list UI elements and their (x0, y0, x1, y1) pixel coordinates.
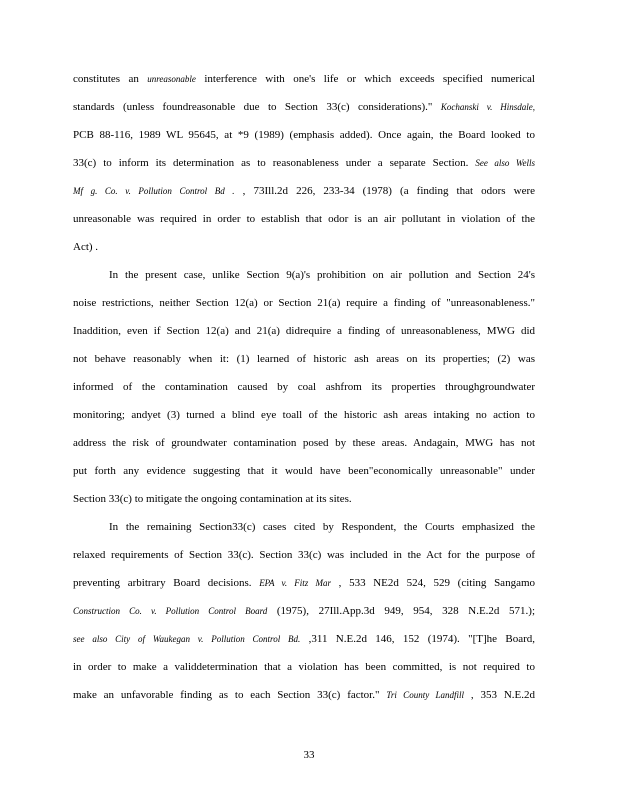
text-line: Section 33(c) to mitigate the ongoing contamination at its sites. (73, 493, 352, 505)
text-line: In the remaining Section33(c) cases cited by Respondent, the Courts emphasized the (109, 521, 535, 533)
text-line: standards (unless foundreasonable due to Section 33(c) considerations)." Kochanski v. Hinsdale, (73, 101, 535, 113)
text-line: put forth any evidence suggesting that it would have been"economically unreasonable" under (73, 465, 535, 477)
text-line: noise restrictions, neither Section 12(a) or Section 21(a) require a finding of "unreasonableness." (73, 297, 535, 309)
text-line: Inaddition, even if Section 12(a) and 21(a) didrequire a finding of unreasonableness, MWG did (73, 325, 535, 337)
text-line: not behave reasonably when it: (1) learned of historic ash areas on its properties; (2) was (73, 353, 535, 365)
text-line: 33(c) to inform its determination as to reasonableness under a separate Section. See also Wells (73, 157, 535, 169)
text-line: make an unfavorable finding as to each Section 33(c) factor." Tri County Landfill , 353 N.E.2d (73, 689, 535, 701)
text-line: informed of the contamination caused by coal ashfrom its properties throughgroundwater (73, 381, 535, 393)
text-line: unreasonable was required in order to establish that odor is an air pollutant in violation of the (73, 213, 535, 225)
text-line: preventing arbitrary Board decisions. EPA v. Fitz Mar , 533 NE2d 524, 529 (citing Sangamo (73, 577, 536, 589)
text-line: Construction Co. v. Pollution Control Board (1975), 27Ill.App.3d 949, 954, 328 N.E.2d 571.); (73, 605, 536, 617)
page-number: 33 (303, 749, 315, 761)
text-line: PCB 88-116, 1989 WL 95645, at *9 (1989) (emphasis added). Once again, the Board looked to (73, 129, 535, 141)
text-line: Mf g. Co. v. Pollution Control Bd . , 73Ill.2d 226, 233-34 (1978) (a finding that odors were (73, 185, 535, 197)
text-line: In the present case, unlike Section 9(a)'s prohibition on air pollution and Section 24's (109, 269, 535, 281)
text-line: address the risk of groundwater contamination posed by these areas. Andagain, MWG has not (73, 437, 535, 449)
text-line: monitoring; andyet (3) turned a blind eye toall of the historic ash areas intaking no action to (73, 409, 535, 421)
text-line: Act) . (73, 241, 99, 253)
text-line: constitutes an unreasonable interference with one's life or which exceeds specified numerical (73, 73, 535, 85)
text-line: in order to make a validdetermination that a violation has been committed, is not required to (73, 661, 535, 673)
text-line: relaxed requirements of Section 33(c). Section 33(c) was included in the Act for the purpose of (73, 549, 535, 561)
text-line: see also City of Waukegan v. Pollution Control Bd. ,311 N.E.2d 146, 152 (1974). "[T]he Board, (73, 633, 535, 645)
